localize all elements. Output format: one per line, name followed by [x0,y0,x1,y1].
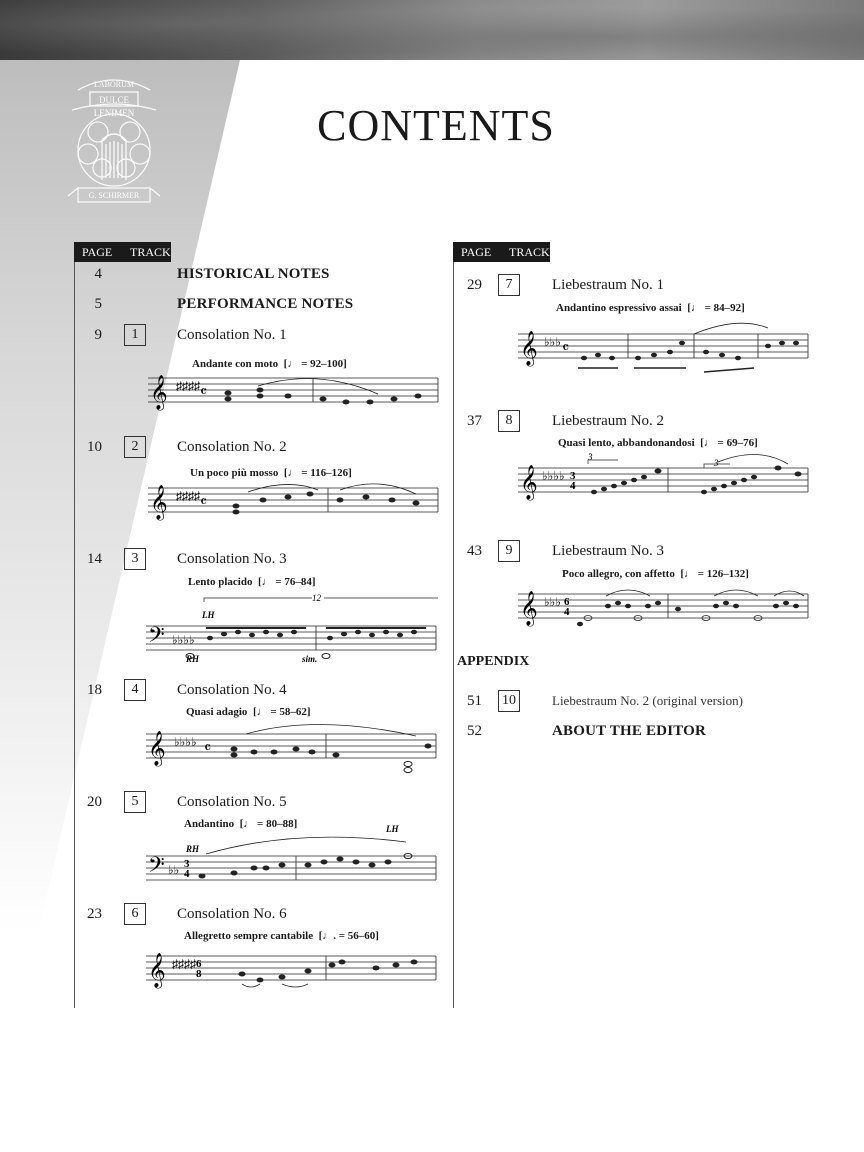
metronome-mark: [♩ = 116–126] [283,467,352,479]
metronome-mark: [♩ = 92–100] [283,358,347,370]
left-column-rule [74,262,75,1008]
toc-entry[interactable] [72,263,432,285]
bass-clef-icon: 𝄢 [148,623,165,652]
track-box: 5 [124,791,146,813]
toc-entry[interactable] [72,903,432,925]
music-incipit-staff [146,820,438,892]
tempo-marking [188,576,316,588]
toc-entry[interactable] [452,540,832,562]
track-box: 7 [498,274,520,296]
right-hand-mark: RH [186,844,200,854]
tuplet-twelve: 12 [312,593,321,603]
entry-page-number: 4 [94,266,102,282]
right-hand-mark: RH [186,654,200,662]
svg-text:♭♭♭♭: ♭♭♭♭ [172,633,195,647]
emblem-text-mid1: DULCE [99,95,129,105]
svg-text:♯♯♯♯: ♯♯♯♯ [176,489,200,503]
left-hand-mark: LH [202,610,215,620]
track-box: 10 [498,690,520,712]
tempo-marking [562,568,749,580]
svg-text:♯♯♯♯: ♯♯♯♯ [172,957,196,971]
entry-title: Liebestraum No. 1 [552,277,665,293]
entry-page-number: 37 [467,413,482,429]
treble-clef-icon: 𝄞 [150,486,168,519]
music-incipit-staff [518,450,810,510]
entry-title: Consolation No. 6 [177,906,287,922]
metronome-mark: [♩ = 126–132] [680,568,749,580]
treble-clef-icon: 𝄞 [150,376,168,409]
header-page: PAGE [82,245,113,259]
music-incipit-staff [146,944,438,994]
toc-entry[interactable] [452,410,832,432]
track-box: 6 [124,903,146,925]
toc-entry[interactable] [452,690,832,712]
svg-text:♭♭♭: ♭♭♭ [544,595,561,609]
entry-title: Liebestraum No. 3 [552,543,665,559]
entry-title: Consolation No. 1 [177,327,287,343]
entry-page-number: 18 [87,682,102,698]
left-column-header [74,242,171,262]
entry-title: Consolation No. 3 [177,551,287,567]
music-incipit-staff [146,720,438,776]
tempo-text: Andantino [184,818,235,830]
svg-text:𝄴: 𝄴 [200,384,208,401]
svg-text:𝄴: 𝄴 [562,340,570,357]
tempo-marking [558,437,758,449]
tempo-marking [190,467,352,479]
svg-text:6: 6 [564,596,570,608]
entry-title: Consolation No. 5 [177,794,287,810]
treble-clef-icon: 𝄞 [520,332,538,365]
svg-text:♯♯♯♯: ♯♯♯♯ [176,379,200,393]
svg-text:♭♭♭♭: ♭♭♭♭ [542,469,565,483]
entry-title: PERFORMANCE NOTES [177,296,354,312]
toc-entry[interactable] [72,679,432,701]
tempo-marking [192,358,347,370]
svg-text:𝄴: 𝄴 [200,494,208,511]
music-incipit-staff [518,316,810,386]
toc-entry[interactable] [452,720,832,742]
track-box: 3 [124,548,146,570]
entry-title: Liebestraum No. 2 (original version) [552,693,743,708]
svg-text:𝄴: 𝄴 [204,740,212,757]
toc-entry[interactable] [72,436,432,458]
svg-text:4: 4 [564,606,570,618]
emblem-text-top: LABORUM [93,80,135,89]
toc-entry[interactable] [72,548,432,570]
track-box: 2 [124,436,146,458]
toc-entry[interactable] [72,293,432,315]
tempo-marking [556,302,745,314]
entry-title: ABOUT THE EDITOR [552,723,707,739]
appendix-heading: APPENDIX [457,654,530,669]
top-photo-band [0,0,864,60]
metronome-mark: [♩ = 80–88] [239,818,298,830]
left-hand-mark: LH [386,824,399,834]
entry-page-number: 43 [467,543,482,559]
entry-title: HISTORICAL NOTES [177,266,330,282]
entry-page-number: 14 [87,551,102,567]
tempo-text: Quasi adagio [186,706,248,718]
header-track: TRACK [130,245,171,259]
treble-clef-icon: 𝄞 [148,732,166,765]
svg-text:♭♭♭♭: ♭♭♭♭ [174,735,197,749]
entry-page-number: 5 [94,296,102,312]
metronome-mark: [♩ = 69–76] [700,437,758,449]
treble-clef-icon: 𝄞 [520,592,538,625]
simile-mark: sim. [302,654,318,662]
track-box: 4 [124,679,146,701]
svg-text:4: 4 [570,480,576,492]
toc-entry[interactable] [72,324,432,346]
metronome-mark: [♩ = 84–92] [687,302,745,314]
right-column-rule [453,262,454,1008]
page-title: CONTENTS [317,101,555,150]
entry-title: Liebestraum No. 2 [552,413,665,429]
header-track: TRACK [509,245,550,259]
emblem-text-publisher: G. SCHIRMER [88,191,140,200]
bass-clef-icon: 𝄢 [148,853,165,882]
triplet-three: 3 [714,458,719,468]
tempo-marking [186,706,311,718]
svg-text:4: 4 [184,868,190,880]
tempo-text: Lento placido [188,576,253,588]
tempo-marking [184,930,379,942]
svg-text:♭♭: ♭♭ [168,863,180,877]
entry-page-number: 52 [467,723,482,739]
entry-page-number: 20 [87,794,102,810]
music-incipit-staff [148,372,440,418]
svg-text:8: 8 [196,968,202,980]
tempo-text: Andante con moto [192,358,279,370]
svg-text:3: 3 [570,470,576,482]
toc-entry[interactable] [452,274,832,296]
tempo-text: Poco allegro, con affetto [562,568,675,580]
entry-page-number: 10 [87,439,102,455]
entry-title: Consolation No. 4 [177,682,287,698]
svg-text:3: 3 [184,858,190,870]
tempo-text: Un poco più mosso [190,467,279,479]
tempo-text: Quasi lento, abbandonandosi [558,437,695,449]
entry-page-number: 51 [467,693,482,709]
toc-entry[interactable] [72,791,432,813]
track-box: 1 [124,324,146,346]
triplet-three: 3 [588,452,593,462]
treble-clef-icon: 𝄞 [520,466,538,499]
entry-page-number: 23 [87,906,102,922]
tempo-text: Andantino espressivo assai [556,302,682,314]
emblem-text-mid2: LENIMEN [93,108,135,118]
treble-clef-icon: 𝄞 [148,954,166,987]
header-page: PAGE [461,245,492,259]
entry-title: Consolation No. 2 [177,439,287,455]
music-incipit-staff [146,590,438,662]
music-incipit-staff [518,580,810,640]
metronome-mark: [♩ = 58–62] [252,706,311,718]
track-box: 8 [498,410,520,432]
svg-text:♭♭♭: ♭♭♭ [544,335,561,349]
metronome-mark: [♩ = 76–84] [257,576,316,588]
right-column-header [453,242,550,262]
music-incipit-staff [148,482,440,528]
entry-page-number: 9 [94,327,102,343]
metronome-mark: [♩. = 56–60] [318,930,379,942]
tempo-text: Allegretto sempre cantabile [184,930,314,942]
track-box: 9 [498,540,520,562]
entry-page-number: 29 [467,277,482,293]
svg-text:6: 6 [196,958,202,970]
